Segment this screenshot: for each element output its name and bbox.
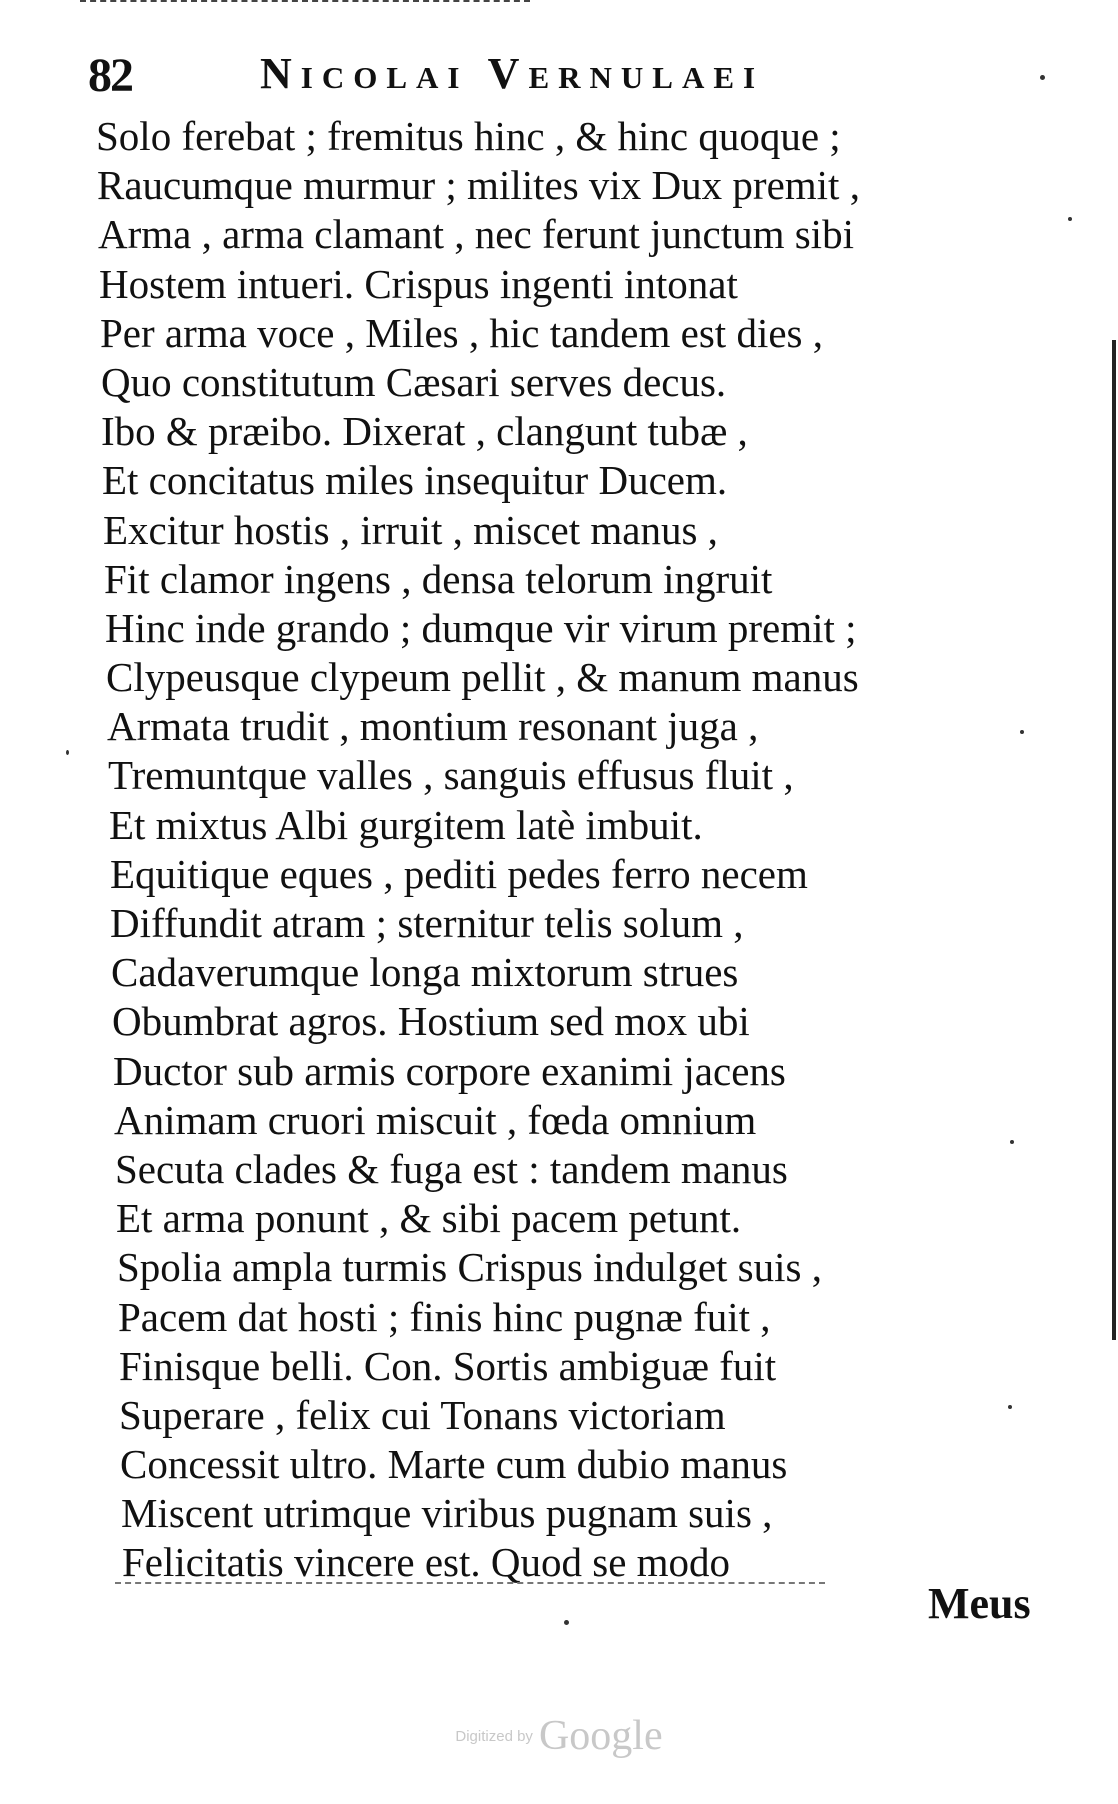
verse-line: Equitique eques , pediti pedes ferro necem [110, 850, 808, 897]
verse-line: Et arma ponunt , & sibi pacem petunt. [116, 1195, 742, 1242]
running-head: Nicolai Vernulaei [260, 49, 765, 98]
verse-block [96, 112, 996, 1588]
verse-line: Ibo & præibo. Dixerat , clangunt tubæ , [101, 408, 748, 455]
ink-speck [1008, 1405, 1012, 1409]
ink-speck [1010, 1140, 1014, 1144]
verse-line: Pacem dat hosti ; finis hinc pugnæ fuit , [118, 1293, 771, 1340]
verse-line: Miscent utrimque viribus pugnam suis , [121, 1490, 773, 1537]
verse-line: Ductor sub armis corpore exanimi jacens [113, 1047, 786, 1094]
verse-line: Tremuntque valles , sanguis effusus fluit , [108, 752, 794, 799]
verse-line: Secuta clades & fuga est : tandem manus [115, 1145, 788, 1192]
verse-line: Clypeusque clypeum pellit , & manum manus [106, 654, 859, 701]
verse-line: Finisque belli. Con. Sortis ambiguæ fuit [119, 1342, 777, 1389]
ink-speck [564, 1620, 569, 1625]
verse-line: Obumbrat agros. Hostium sed mox ubi [112, 998, 750, 1045]
verse-line: Raucumque murmur ; milites vix Dux premit , [97, 162, 860, 209]
verse-line: Animam cruori miscuit , fœda omnium [114, 1096, 757, 1143]
catchword: Meus [928, 1579, 1031, 1628]
verse-line: Per arma voce , Miles , hic tandem est dies , [100, 309, 823, 356]
verse-line: Arma , arma clamant , nec ferunt junctum sibi [98, 211, 854, 258]
verse-line: Diffundit atram ; sternitur telis solum , [110, 900, 744, 946]
verse-line: Superare , felix cui Tonans victoriam [119, 1391, 726, 1438]
watermark-small-text: Digitized by [455, 1727, 533, 1745]
verse-line: Armata trudit , montium resonant juga , [107, 703, 759, 750]
page-header [88, 42, 888, 102]
ink-speck [1040, 75, 1045, 80]
bottom-rule [115, 1582, 825, 1588]
verse-line: Solo ferebat ; fremitus hinc , & hinc quoque ; [96, 113, 841, 159]
gutter-shadow [1112, 340, 1116, 1340]
ink-speck [66, 750, 69, 755]
verse-line: Fit clamor ingens , densa telorum ingruit [104, 555, 773, 602]
watermark-logo-text: Google [538, 1713, 663, 1759]
verse-line: Concessit ultro. Marte cum dubio manus [120, 1441, 788, 1488]
verse-line: Excitur hostis , irruit , miscet manus , [103, 506, 718, 553]
top-rule [80, 0, 530, 6]
verse-line: Hinc inde grando ; dumque vir virum premit ; [105, 604, 857, 651]
verse-line: Hostem intueri. Crispus ingenti intonat [99, 260, 738, 307]
verse-line: Cadaverumque longa mixtorum strues [111, 949, 739, 996]
verse-line: Spolia ampla turmis Crispus indulget suis , [117, 1244, 822, 1291]
verse-line: Quo constitutum Cæsari serves decus. [101, 358, 727, 405]
page-number: 82 [88, 49, 132, 102]
digitization-watermark [0, 1712, 1118, 1760]
ink-speck [1020, 730, 1024, 734]
verse-line: Et mixtus Albi gurgitem latè imbuit. [109, 801, 703, 848]
verse-line: Et concitatus miles insequitur Ducem. [102, 457, 728, 504]
ink-speck [1068, 217, 1072, 221]
verse-line: Felicitatis vincere est. Quod se modo [122, 1539, 731, 1586]
